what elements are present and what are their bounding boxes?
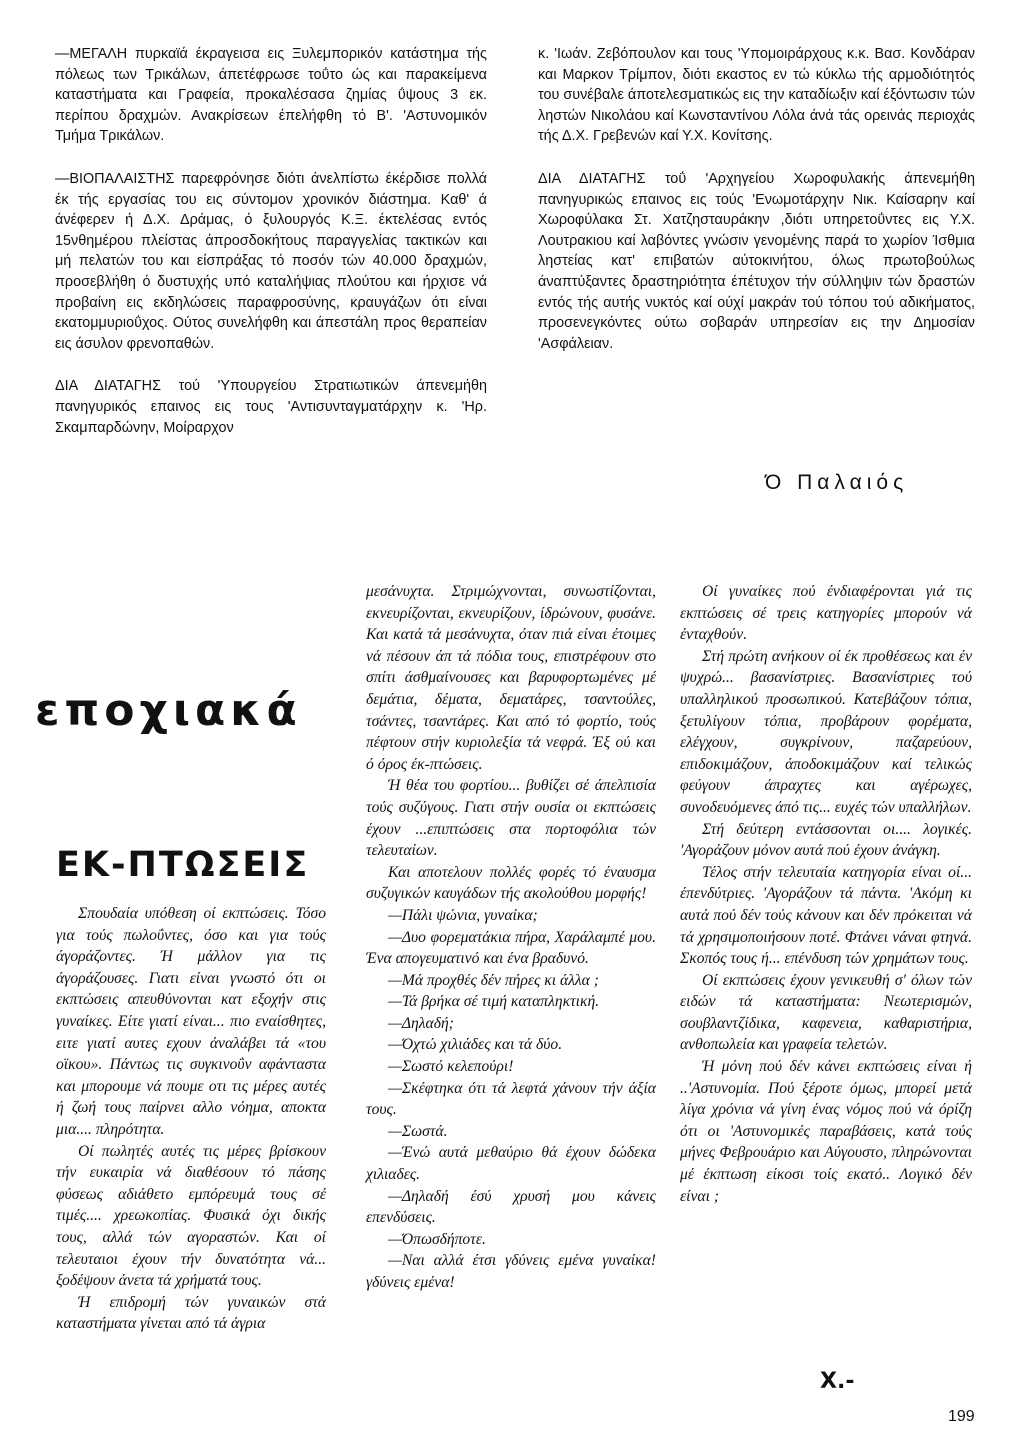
page-number: 199 [948,1408,975,1425]
dialogue-line: —Δυο φορεματάκια πήρα, Χαράλαμπέ μου. Ένα απογευματινό και ένα βραδυνό. [366,928,656,968]
dialogue-line: —Τά βρήκα σέ τιμή καταπληκτική. [388,993,600,1011]
news-item-officers: κ. 'Ιωάν. Ζεβόπουλον και τους 'Υπομοιράρχους κ.κ. Βασ. Κονδάραν και Μαρκον Τρίμπον, διότι εκαστος εν τώ κύκλω τής αρμοδιότητός του συνέβαλε άποτελεσματικώς εις την καταδίωξιν καί έξόντωσιν τών ληστών Νικολάου καί Κωνσταντίνου Λόλα άνά τάς ορεινάς περιοχάς τής Δ.Χ. Γρεβενών καί Υ.Χ. Κονίτσης. [538,46,975,145]
dialogue-line: —Σωστά. [388,1122,448,1140]
dialogue-line: —Δηλαδή; [388,1014,454,1032]
paragraph: Οί πωλητές αυτές τις μέρες βρίσκουν τήν ευκαιρία νά διαθέσουν τό πάσης φύσεως αδιάθετο εμπόρευμά τους σέ τιμές.... χρεωκοπίας. Φυσικά όχι δικής τους, αλλά τών αγοραστών. Και οί τελευταιοι έχουν τήν δυνατότητα νά... ξοδέψουν άνετα τά χρήματά τους. [56,1142,326,1290]
dialogue-line: —Μά προχθές δέν πήρες κι άλλα ; [388,971,599,989]
article-column-3 [680,581,972,1207]
news-item-fire: —ΜΕΓΑΛΗ πυρκαϊά έκραγεισα εις Ξυλεμπορικόν κατάστημα τής πόλεως των Τρικάλων, άπετέφρωσε τοΰτο ώς και παρακείμενα καταστήματα και Γραφεία, προκαλέσασα ζημίας ΰψους 3 εκ. περίπου δραχμών. Ανακρίσεων έπελήφθη τό Β'. 'Αστυνομικόν Τμήμα Τρικάλων. [55,46,487,145]
paragraph: μεσάνυχτα. Στριμώχνονται, συνωστίζονται, εκνευρίζονται, εκνευρίζουν, ίδρώνουν, φυσάνε. Και κατά τά μεσάνυχτα, όταν πιά είναι έτοιμες νά πέσουν άπ τά πόδια τους, επιστρέφουν στο σπίτι άσθμαίνουσες και βαρυφορτωμένες μέ δεμάτια, δέματα, δεματάρες, τσαντούλες, τσάντες, τσαντάρες. Και από τό φορτίο, τούς πέφτουν στήν κυριολεξία τά νεφρά. Έξ ού και ό όρος έκ-πτώσεις. [366,583,656,773]
author-initials: Χ.- [820,1369,855,1394]
news-item-army-commendation: ΔΙΑ ΔΙΑΤΑΓΗΣ τού 'Υπουργείου Στρατιωτικών άπενεμήθη πανηγυρικός επαινος εις τους 'Αντισυνταγματάρχην κ. 'Ηρ. Σκαμπαρδώνην, Μοίραρχον [55,378,487,436]
dialogue-line: —Πάλι ψώνια, γυναίκα; [388,906,538,924]
article-title: ΕΚ-ΠΤΩΣΕΙΣ [56,845,310,885]
news-column-right [538,44,975,376]
signature: Ό Παλαιός [765,471,909,494]
paragraph: Και αποτελουν πολλές φορές τό έναυσμα συζυγικών καυγάδων τής ακολούθου μορφής! [366,863,656,903]
news-item-gendarmerie-commendation: ΔΙΑ ΔΙΑΤΑΓΗΣ τοΰ 'Αρχηγείου Χωροφυλακής άπενεμήθη πανηγυρικώς επαινος εις τούς 'Ενωμοτάρχην Νικ. Καίσαρην καί Χωροφύλακα Στ. Χατζησταυράκην ,διότι υπηρετοΰντες εις Υ.Χ. Λουτρακιου καί λαβόντες γνώσιν γενομένης παρά το χωρίον Ίσθμια ληστείας κατ' επιβατών αύτοκινήτου, όλως πρωτοβούλως άναπτύξαντες δραστηριότητα έπέτυχον τήν σύλληψιν τών δραστών εντός τής αυτής νυκτός καί ούχί μακράν τού τόπου τού αδικήματος, προσενεγκόντες ούτω σοβαράν υπηρεσίαν εις την Δημοσίαν 'Ασφάλειαν. [538,170,975,352]
section-title: εποχιακά [35,685,302,736]
paragraph: Σπουδαία υπόθεση οί εκπτώσεις. Τόσο για τούς πωλοΰντες, όσο και για τούς άγοράζοντες. Ή μάλλον για τις άγοράζουσες. Γιατι είναι γνωστό ότι οι εκπτώσεις απευθύνονται κατ εξοχήν στις γυναίκες. Είτε γιατί είναι... πιο εναίσθητες, ειτε γιατί αυτες εχουν άναλάβει τά «του οϊκου». Πάντως τις συγκινοΰν αφάνταστα και μπορουμε νά πουμε οτι τις μέρες αυτές ή ζωή τους παίρνει αλλο νόημα, αποκτα μια.... πληρότητα. [56,905,326,1138]
dialogue-line: —Δηλαδή έσύ χρυσή μου κάνεις επενδύσεις. [366,1187,656,1227]
dialogue-line: —Σκέφτηκα ότι τά λεφτά χάνουν τήν άξία τους. [366,1079,656,1119]
news-item-carpenter: —ΒΙΟΠΑΛΑΙΣΤΗΣ παρεφρόνησε διότι άνελπίστω έκέρδισε πολλά έκ τής εργασίας του εις σύντομον χρονικόν διάστημα. Καθ' ά άνέφερεν ή Δ.Χ. Δράμας, ό ξυλουργός Κ.Ξ. έκτελέσας εντός 15νθημέρου πλείστας άπροσδοκήτους παραγγελίας τακτικών και μή πελατών του και είσπράξας τό ποσόν τών 40.000 δραχμών, προσεβλήθη ό δυστυχής υπό καταλήψιας πλούτου και ήρχισε νά προβαίνη εις εκδηλώσεις παραφροσύνης, κραυγάζων ότι είναι εκατομμυριοΰχος. Ούτος συνελήφθη και άπεστάλη προς θεραπείαν εις άσυλον φρενοπαθών. [55,170,487,352]
paragraph: Ή επιδρομή τών γυναικών στά καταστήματα γίνεται από τά άγρια [56,1293,326,1333]
paragraph: Στή πρώτη ανήκουν οί έκ προθέσεως και έν ψυχρώ... βασανίστριες. Βασανίστριες τού υπαλληλικού προσωπικού. Κατεβάζουν τόπια, ξετυλίγουν τόπια, προβάρουν φορέματα, ελέγχουν, συγκρίνουν, παζαρεύουν, επιδοκιμάζουν, άποδοκιμάζουν καί τελικώς φεύγουν άπραχτες και αγέρωχες, συνοδευόμενες άπό τις... ευχές τών υπαλλήλων. [680,647,972,816]
paragraph: Ή θέα του φορτίου... βυθίζει σέ άπελπισία τούς συζύγους. Γιατι στήν ουσία οι εκπτώσεις έχουν ...επιπτώσεις στα πορτοφόλια τών τελευταίων. [366,777,656,860]
paragraph: Ή μόνη πού δέν κάνει εκπτώσεις είναι ή ..'Αστυνομία. Πού ξέροτε όμως, μπορεί μετά λίγα χρόνια νά γίνη ένας νόμος πού νά όρίζη ότι οι 'Αστυνομικές παραβάσεις, κατά τούς μήνες Φεβρουάριο και Αύγουστο, πληρώνονται μέ έκπτωση είκοσι τοίς εκατό.. Λογικό δέν είναι ; [680,1058,972,1205]
paragraph: Τέλος στήν τελευταία κατηγορία είναι οί... έπενδύτριες. 'Αγοράζουν τά πάντα. 'Ακόμη κι αυτά πού δέν τούς κάνουν και δέν πρόκειται νά τά χρησιμοποιήσουν ποτέ. Φτάνει νάναι φτηνά. Σκοπός τους ή... επένδυση τών χρημάτων τους. [680,863,972,968]
paragraph: Οί εκπτώσεις έχουν γενικευθή σ' όλων τών ειδών τά καταστήματα: Νεωτερισμών, σουβλαντζίδικα, καφενεια, καθαριστήρια, ανθοπωλεία και γραφεία τελετών. [680,971,972,1054]
dialogue-line: —Ναι αλλά έτσι γδύνεις εμένα γυναίκα! γδύνεις εμένα! [366,1252,656,1291]
dialogue-line: —Όπωσδήποτε. [388,1230,486,1248]
dialogue-line: —Σωστό κελεπούρι! [388,1058,514,1076]
paragraph: Στή δεύτερη εντάσσονται οι.... λογικές. 'Αγοράζουν μόνον αυτά πού έχουν άνάγκη. [680,820,972,860]
article-column-1 [56,903,326,1335]
dialogue-line: —Όχτώ χιλιάδες και τά δύο. [388,1036,563,1054]
paragraph: Οί γυναίκες πού ένδιαφέρονται γιά τις εκπτώσεις σέ τρεις κατηγορίες μπορούν νά ένταχθούν. [680,583,972,644]
news-column-left [55,44,487,438]
article-column-2 [366,581,656,1294]
dialogue-line: —Ένώ αυτά μεθαύριο θά έχουν δώδεκα χιλιαδες. [366,1144,656,1184]
